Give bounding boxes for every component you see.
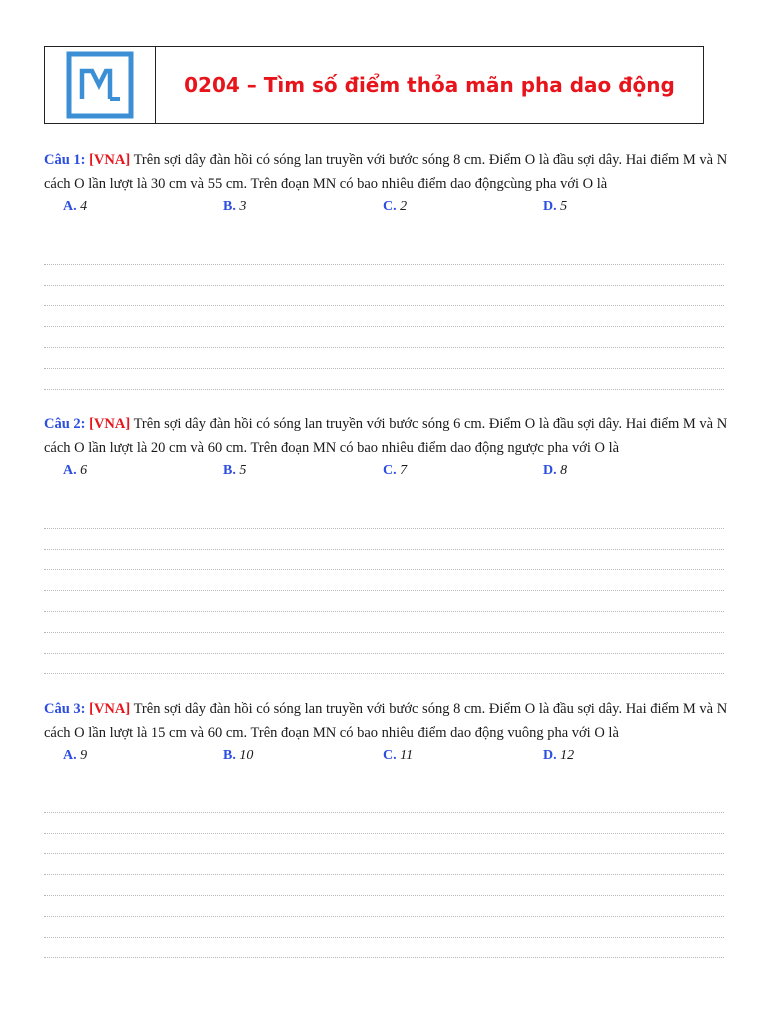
option-c[interactable]: C. 7 [383,463,408,478]
option-c[interactable]: C. 2 [383,199,408,214]
option-b[interactable]: B. 10 [223,748,254,763]
question-2 [44,412,728,482]
option-b[interactable]: B. 5 [223,463,247,478]
question-1-text [44,148,728,196]
question-2-text [44,412,728,460]
document-title: 0204 – Tìm số điểm thỏa mãn pha dao động [184,73,675,97]
option-d[interactable]: D. 12 [543,748,575,763]
option-c[interactable]: C. 11 [383,748,414,763]
option-a[interactable]: A. 6 [63,463,88,478]
answer-options [63,196,728,218]
question-1 [44,148,728,218]
question-body: Trên sợi dây đàn hồi có sóng lan truyền với bước sóng 8 cm. Điểm O là đầu sợi dây. Hai điểm M và N cách O lần lượt là 30 cm và 55 cm. Trên đoạn MN có bao nhiêu điểm dao độngcùng pha với O là [44,152,728,192]
option-d[interactable]: D. 5 [543,199,568,214]
question-body: Trên sợi dây đàn hồi có sóng lan truyền với bước sóng 8 cm. Điểm O là đầu sợi dây. Hai điểm M và N cách O lần lượt là 15 cm và 60 cm. Trên đoạn MN có bao nhiêu điểm dao động vuông pha với O là [44,701,728,741]
option-d[interactable]: D. 8 [543,463,568,478]
question-tag: [VNA] [89,152,131,168]
logo-cell [45,47,156,123]
question-number: Câu 2: [44,416,86,432]
question-tag: [VNA] [89,416,131,432]
answer-lines[interactable] [44,508,724,674]
answer-lines[interactable] [44,792,724,958]
brand-logo-icon [66,51,134,119]
option-a[interactable]: A. 9 [63,748,88,763]
question-body: Trên sợi dây đàn hồi có sóng lan truyền với bước sóng 6 cm. Điểm O là đầu sợi dây. Hai điểm M và N cách O lần lượt là 20 cm và 60 cm. Trên đoạn MN có bao nhiêu điểm dao động ngược pha với O là [44,416,728,456]
option-a[interactable]: A. 4 [63,199,88,214]
question-3-text [44,697,728,745]
question-3 [44,697,728,767]
answer-options [63,460,728,482]
answer-options [63,745,728,767]
answer-lines[interactable] [44,244,724,390]
question-number: Câu 1: [44,152,86,168]
question-number: Câu 3: [44,701,86,717]
question-tag: [VNA] [89,701,131,717]
option-b[interactable]: B. 3 [223,199,247,214]
document-header [44,46,704,124]
